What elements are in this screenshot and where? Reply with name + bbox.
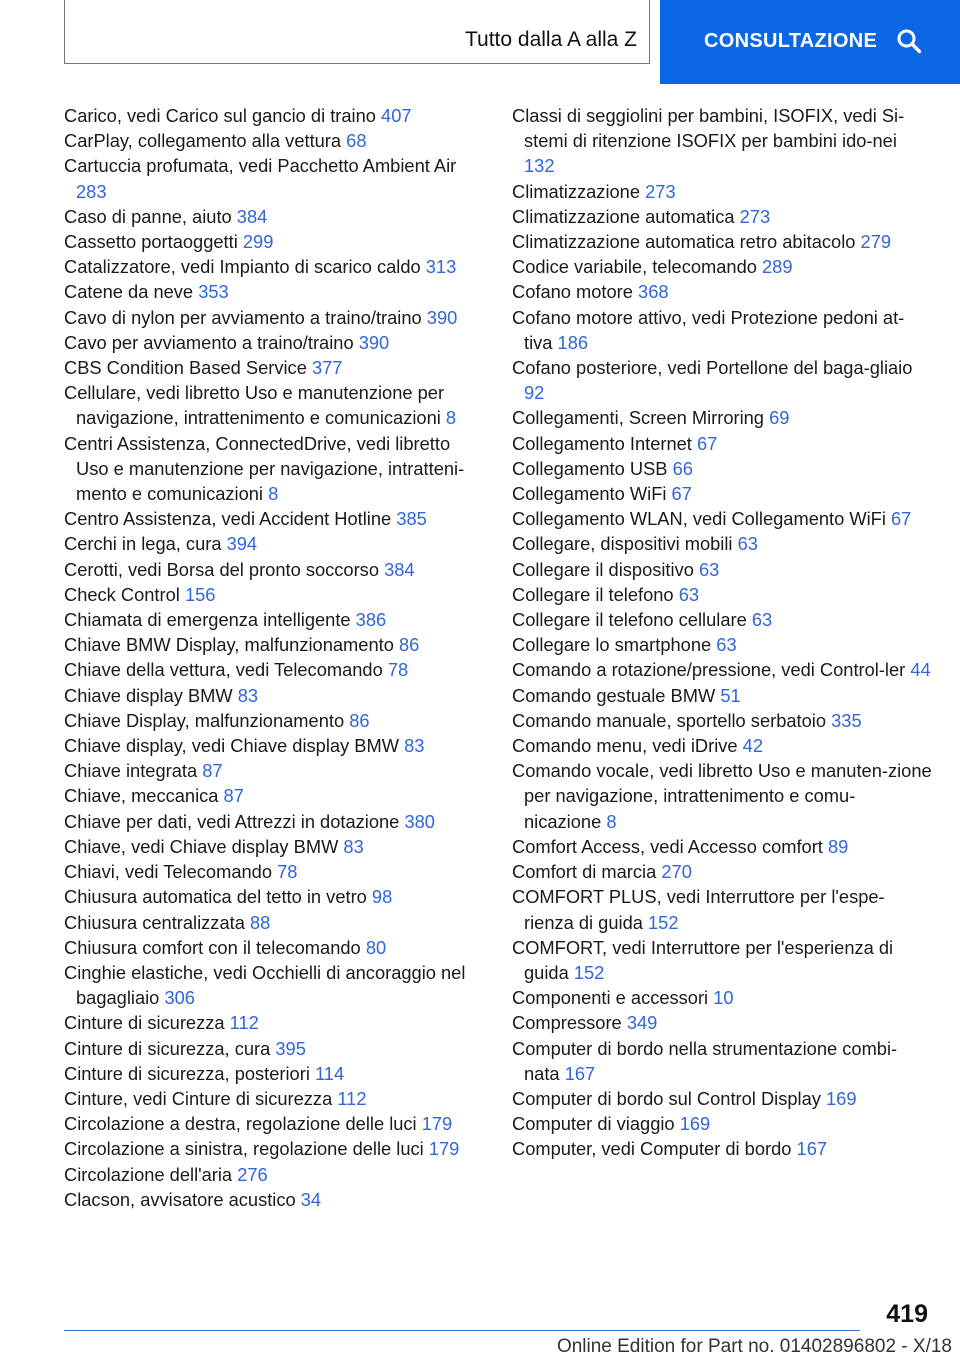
index-entry [64,279,484,304]
entry-text: Cinture, vedi Cinture di sicurezza [64,1087,333,1109]
page-link[interactable]: 83 [404,735,425,757]
page-link[interactable]: 152 [573,961,605,983]
page-link[interactable]: 68 [346,130,367,152]
page-link[interactable]: 78 [387,659,409,681]
index-entry [512,204,932,229]
page-link[interactable]: 66 [672,457,693,479]
entry-text: Collegare il telefono [512,583,674,605]
entry-text: Compressore [512,1012,622,1034]
index-entry [64,935,484,960]
page-link[interactable]: 384 [384,558,415,580]
index-entry [512,985,932,1010]
index-entry [64,380,484,430]
page-link[interactable]: 313 [425,256,457,278]
page-link[interactable]: 112 [229,1012,259,1034]
entry-text: Comando vocale, vedi libretto Uso e manuten-zione per navigazione, intrattenimento e comu-nicazione [512,760,932,832]
index-entry [64,254,484,279]
page-link[interactable]: 8 [606,810,617,832]
page-link[interactable]: 78 [277,861,298,883]
section-header [64,0,650,64]
index-entry [512,1036,932,1086]
entry-text: Cinture di sicurezza [64,1012,225,1034]
page-link[interactable]: 390 [358,331,390,353]
entry-text: Comfort di marcia [512,861,657,883]
index-entry [512,1111,932,1136]
index-entry [64,859,484,884]
index-entry [512,884,932,934]
index-entry [512,1136,932,1161]
entry-text: Chiave integrata [64,760,198,782]
index-entry [512,733,932,758]
page-link[interactable]: 112 [337,1087,367,1109]
page-link[interactable]: 83 [237,684,259,706]
page-link[interactable]: 353 [198,281,229,303]
entry-text: Comfort Access, vedi Accesso comfort [512,835,823,857]
page-link[interactable]: 276 [237,1163,268,1185]
index-entry [512,254,932,279]
section-title: Tutto dalla A alla Z [465,28,637,51]
index-entry [512,305,932,355]
entry-text: Caso di panne, aiuto [64,205,232,227]
entry-text: Chiavi, vedi Telecomando [64,861,272,883]
index-entry [512,506,932,531]
page-link[interactable]: 69 [769,407,790,429]
entry-text: Comando a rotazione/pressione, vedi Control-ler [512,659,906,681]
entry-text: Cinture di sicurezza, posteriori [64,1062,310,1084]
page-link[interactable]: 156 [184,583,216,605]
tab-label: CONSULTAZIONE [704,30,878,52]
page-link[interactable]: 169 [679,1113,711,1135]
index-entry [512,355,932,405]
index-entry [64,884,484,909]
page-link[interactable]: 283 [76,180,107,202]
index-entry [64,1036,484,1061]
index-entry [512,582,932,607]
index-entry [64,204,484,229]
index-entry [64,582,484,607]
entry-text: Chiusura centralizzata [64,911,245,933]
page-link[interactable]: 114 [314,1062,345,1084]
page-link[interactable]: 273 [739,205,771,227]
index-entry [64,708,484,733]
index-entry [64,1061,484,1086]
entry-text: Computer di viaggio [512,1113,675,1135]
index-entry [512,1010,932,1035]
index-entry [64,1136,484,1161]
entry-text: Chiave display BMW [64,684,233,706]
index-entry [512,229,932,254]
page-link[interactable]: 42 [742,735,764,757]
index-entry [64,103,484,128]
page-link[interactable]: 179 [421,1113,453,1135]
page-link[interactable]: 335 [831,709,862,731]
index-entry [64,229,484,254]
entry-text: Chiave, meccanica [64,785,219,807]
entry-text: Cellulare, vedi libretto Uso e manutenzione per navigazione, intrattenimento e comunicazioni [64,382,445,429]
entry-text: Catalizzatore, vedi Impianto di scarico caldo [64,256,421,278]
index-entry [64,733,484,758]
index-entry [512,683,932,708]
index-entry [512,431,932,456]
index-entry [64,960,484,1010]
page-link[interactable]: 87 [202,760,223,782]
entry-text: Catene da neve [64,281,194,303]
page-number: 419 [886,1300,928,1328]
page-link[interactable]: 63 [737,533,758,555]
page-link[interactable]: 63 [698,558,720,580]
page-link[interactable]: 279 [860,231,892,253]
index-column-left [64,103,484,1212]
page-link[interactable]: 380 [404,810,435,832]
entry-text: Collegamento USB [512,457,668,479]
page-link[interactable]: 63 [751,609,773,631]
footer-rule [64,1330,860,1331]
page-link[interactable]: 34 [300,1188,322,1210]
index-entry [64,632,484,657]
index-entry [64,153,484,203]
tab-consultazione[interactable] [660,0,960,84]
page-link[interactable]: 368 [638,281,669,303]
page-link[interactable]: 89 [827,835,849,857]
page-link[interactable]: 67 [696,432,718,454]
index-entry [512,708,932,733]
index-entry [64,531,484,556]
entry-text: COMFORT, vedi Interruttore per l'esperienza di guida [512,936,894,983]
entry-text: Collegare, dispositivi mobili [512,533,733,555]
page-link[interactable]: 167 [796,1138,828,1160]
entry-text: Chiave per dati, vedi Attrezzi in dotazione [64,810,400,832]
entry-text: Chiusura comfort con il telecomando [64,936,361,958]
page-link[interactable]: 407 [381,105,412,126]
page-link[interactable]: 179 [428,1138,460,1160]
entry-text: Comando menu, vedi iDrive [512,735,738,757]
entry-text: Collegamenti, Screen Mirroring [512,407,764,429]
index-entry [512,935,932,985]
index-entry [64,834,484,859]
index-entry [64,1086,484,1111]
index-entry [512,557,932,582]
entry-text: Cinture di sicurezza, cura [64,1037,271,1059]
entry-text: Cavo di nylon per avviamento a traino/traino [64,306,422,328]
entry-text: Circolazione a destra, regolazione delle luci [64,1113,417,1135]
index-entry [64,431,484,507]
index-entry [64,1010,484,1035]
page-link[interactable]: 92 [524,382,545,404]
page-link[interactable]: 395 [275,1037,306,1059]
footer-edition [557,1336,952,1358]
page-link[interactable]: 377 [311,357,343,379]
index-entry [512,481,932,506]
entry-text: Comando manuale, sportello serbatoio [512,709,827,731]
entry-text: Cassetto portaoggetti [64,231,238,253]
page-link[interactable]: 83 [343,835,364,857]
page-link[interactable]: 87 [223,785,244,807]
entry-text: Centro Assistenza, vedi Accident Hotline [64,508,392,530]
index-entry [64,607,484,632]
search-icon [896,28,922,54]
index-entry [64,910,484,935]
page-link[interactable]: 349 [626,1012,658,1034]
entry-text: Cofano posteriore, vedi Portellone del baga-gliaio [512,357,913,379]
index-entry [64,305,484,330]
entry-text: CBS Condition Based Service [64,357,307,379]
page-link[interactable]: 394 [226,533,258,555]
page-link[interactable]: 386 [355,609,387,631]
entry-text: Circolazione a sinistra, regolazione delle luci [64,1138,424,1160]
entry-text: Climatizzazione automatica retro abitacolo [512,231,856,253]
page-link[interactable]: 86 [398,634,420,656]
index-entry [64,783,484,808]
entry-text: Cerchi in lega, cura [64,533,222,555]
index-entry [512,758,932,834]
index-entry [512,179,932,204]
index-entry [512,1086,932,1111]
index-entry [64,1162,484,1187]
index-entry [512,279,932,304]
entry-text: Computer di bordo nella strumentazione combi-nata [512,1037,898,1084]
entry-text: Chiave Display, malfunzionamento [64,709,345,731]
entry-text: Climatizzazione [512,180,641,202]
entry-text: Collegare lo smartphone [512,634,712,656]
entry-text: Clacson, avvisatore acustico [64,1188,296,1210]
entry-text: Chiusura automatica del tetto in vetro [64,886,367,908]
entry-text: Cofano motore [512,281,633,303]
page-link[interactable]: 86 [349,709,370,731]
entry-text: Cinghie elastiche, vedi Occhielli di ancoraggio nel bagagliaio [64,961,466,1009]
entry-text: Computer di bordo sul Control Display [512,1087,821,1109]
index-entry [64,128,484,153]
page-link[interactable]: 98 [371,886,393,908]
index-entry [64,758,484,783]
entry-text: Collegamento WiFi [512,483,667,505]
page-link[interactable]: 44 [910,659,931,681]
entry-text: Cofano motore attivo, vedi Protezione pedoni at-tiva [512,306,905,353]
entry-text: Collegamento WLAN, vedi Collegamento WiFi [512,508,886,530]
page-link[interactable]: 152 [648,911,679,933]
entry-text: Cartuccia profumata, vedi Pacchetto Ambient Air [64,155,457,177]
index-entry [512,531,932,556]
entry-text: Cavo per avviamento a traino/traino [64,331,354,353]
page-link[interactable]: 63 [716,634,737,656]
page-link[interactable]: 186 [557,331,589,353]
page-link[interactable]: 80 [365,936,387,958]
index-entry [64,557,484,582]
entry-text: CarPlay, collegamento alla vettura [64,130,342,152]
entry-text: Comando gestuale BMW [512,684,716,706]
edition-text: Online Edition for Part no. 01402896802 - X/18 [556,1336,952,1357]
entry-text: Carico, vedi Carico sul gancio di traino [64,105,376,126]
page-link[interactable]: 169 [825,1087,857,1109]
index-entry [512,834,932,859]
page-link[interactable]: 8 [268,483,279,505]
index-entry [64,1187,484,1212]
page-link[interactable]: 289 [762,256,793,278]
page-link[interactable]: 88 [249,911,271,933]
entry-text: Codice variabile, telecomando [512,256,757,278]
page-link[interactable]: 8 [445,407,457,429]
index-entry [512,859,932,884]
index-entry [64,506,484,531]
entry-text: Check Control [64,583,180,605]
entry-text: Collegare il dispositivo [512,558,694,580]
page-link[interactable]: 299 [242,231,274,253]
entry-text: Collegare il telefono cellulare [512,609,747,631]
page-link[interactable]: 306 [164,987,195,1009]
index-entry [512,657,932,682]
entry-text: Centri Assistenza, ConnectedDrive, vedi libretto Uso e manutenzione per navigazione, intratteni-mento e comunicazioni [64,432,465,505]
index-entry [64,330,484,355]
index-entry [512,405,932,430]
index-entry [64,355,484,380]
entry-text: COMFORT PLUS, vedi Interruttore per l'espe-rienza di guida [512,886,885,933]
page-link[interactable]: 384 [236,205,268,227]
page-link[interactable]: 132 [524,155,555,177]
index-entry [512,456,932,481]
index-entry [512,607,932,632]
entry-text: Chiave della vettura, vedi Telecomando [64,659,383,681]
page-link[interactable]: 167 [564,1062,596,1084]
page-link[interactable]: 10 [713,987,734,1009]
entry-text: Chiave, vedi Chiave display BMW [64,835,339,857]
entry-text: Collegamento Internet [512,432,692,454]
index-entry [64,1111,484,1136]
page-link[interactable]: 273 [645,180,676,202]
index-entry [512,632,932,657]
page-link[interactable]: 390 [426,306,458,328]
index-entry [64,657,484,682]
index-column-right [512,103,932,1162]
entry-text: Computer, vedi Computer di bordo [512,1138,792,1160]
entry-text: Chiave BMW Display, malfunzionamento [64,634,394,656]
entry-text: Chiave display, vedi Chiave display BMW [64,735,399,757]
index-entry [64,683,484,708]
page-link[interactable]: 67 [891,508,912,530]
page-link[interactable]: 67 [671,483,692,505]
entry-text: Cerotti, vedi Borsa del pronto soccorso [64,558,379,580]
entry-text: Climatizzazione automatica [512,205,735,227]
page-link[interactable]: 270 [661,861,692,883]
entry-text: Classi di seggiolini per bambini, ISOFIX, vedi Si-stemi di ritenzione ISOFIX per bambini ido-nei [512,105,905,152]
page-link[interactable]: 63 [678,583,700,605]
page-link[interactable]: 385 [396,508,427,530]
index-entry [512,103,932,179]
entry-text: Chiamata di emergenza intelligente [64,609,351,631]
entry-text: Componenti e accessori [512,987,709,1009]
entry-text: Circolazione dell'aria [64,1163,233,1185]
page-link[interactable]: 51 [720,684,741,706]
index-entry [64,809,484,834]
